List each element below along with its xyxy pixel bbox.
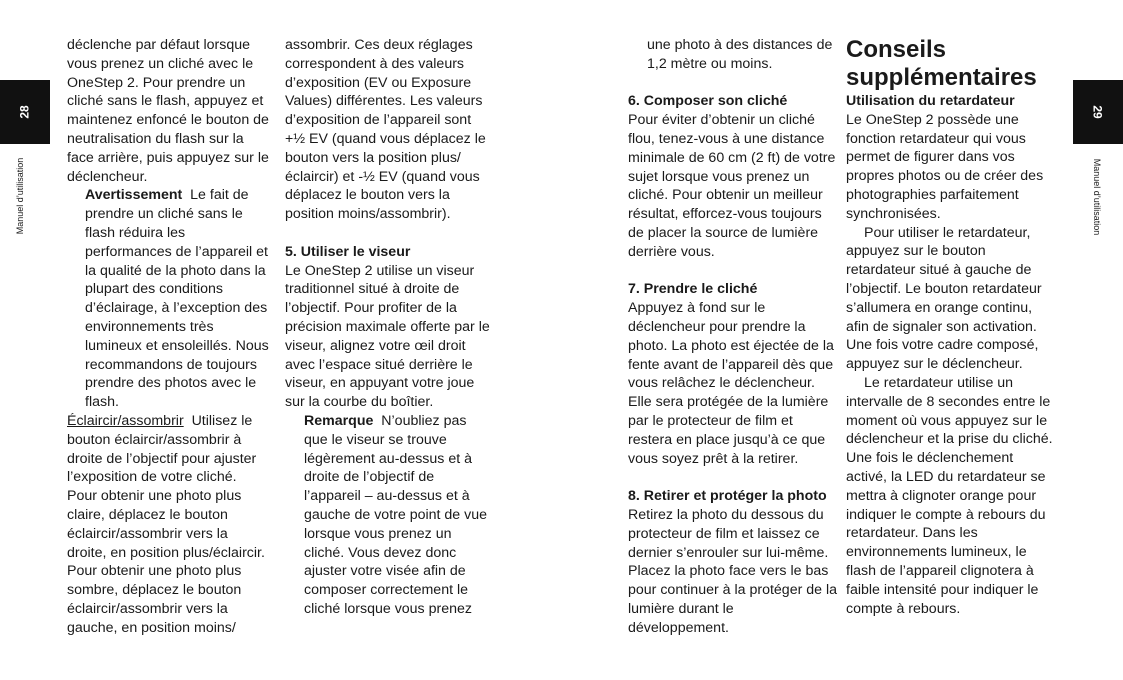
exposure-continuation-text: assombrir. Ces deux réglages correspondent à des valeurs d’exposition (EV ou Exposure Values) différentes. Les valeurs d’exposition de l’appareil sont +½ EV (quand vous déplacez le bouton vers la position plus/éclaircir) et -½ EV (quand vous déplacez le bouton vers la position moins/assombrir). — [285, 37, 486, 223]
take-photo-text: Appuyez à fond sur le déclencheur pour prendre la photo. La photo est éjectée de la fente avant de l’appareil dès que vous relâchez le déclencheur. Elle sera protégée de la lumière par le protecteur de film et restera en place jusqu’à ce que vous soyez prêt à la retirer. — [628, 300, 834, 467]
warning-block — [67, 186, 270, 412]
note-block — [285, 412, 493, 619]
page-number-right: 29 — [1090, 105, 1105, 119]
page-number-tab-right — [1073, 80, 1123, 144]
column-2 — [285, 36, 493, 619]
note-label: Remarque — [304, 412, 374, 429]
viewfinder-text: Le OneStep 2 utilise un viseur traditionnel situé à droite de l’objectif. Pour profiter de la précision maximale offerte par le viseur, alignez votre œil droit avec l’espace situé derrière le viseur, en appuyant votre joue sur la courbe du boîtier. — [285, 262, 490, 411]
heading-take-photo: 7. Prendre le cliché — [628, 281, 758, 298]
column-1 — [67, 36, 270, 638]
lighten-label: Éclaircir/assombrir — [67, 412, 184, 429]
side-label-left-text: Manuel d’utilisation — [15, 157, 25, 235]
lighten-block — [67, 412, 270, 638]
heading-remove-photo: 8. Retirer et protéger la photo — [628, 488, 827, 505]
compose-text: Pour éviter d’obtenir un cliché flou, tenez-vous à une distance minimale de 60 cm (2 ft) de votre sujet lorsque vous prenez un cliché. Pour obtenir un meilleur résultat, efforcez-vous toujours de placer la source de lumière derrière vous. — [628, 112, 836, 260]
self-timer-intro: Le OneStep 2 possède une fonction retardateur qui vous permet de figurer dans vos propres photos ou de créer des photographies parfaitement synchronisées. — [846, 111, 1044, 222]
side-label-right-text: Manuel d’utilisation — [1092, 158, 1102, 236]
self-timer-interval: Le retardateur utilise un intervalle de 8 secondes entre le moment où vous appuyez sur le déclencheur et la prise du cliché. Une fois le déclenchement activé, la LED du retardateur se mettra à clignoter orange pour indiquer le compte à rebours du retardateur. Dans les environnements lumineux, le flash de l’appareil clignotera à faible intensité pour indiquer le compte à rebours. — [846, 374, 1053, 617]
page-number-tab-left — [0, 80, 50, 144]
page-number-left: 28 — [17, 105, 32, 119]
warning-text: Le fait de prendre un cliché sans le flash réduira les performances de l’appareil et la qualité de la photo dans la plupart des conditions d’éclairage, à l’exception des environnements très lumineux et ensoleillés. Nous recommandons de toujours prendre des photos avec le flash. — [85, 187, 269, 411]
lighten-text: Utilisez le bouton éclaircir/assombrir à droite de l’objectif pour ajuster l’exposition de votre cliché. Pour obtenir une photo plus claire, déplacez le bouton éclaircir/assombrir vers la droite, en position plus/éclaircir. Pour obtenir une photo plus sombre, déplacez le bouton éclaircir/assombrir vers la gauche, en position moins/ — [67, 412, 265, 636]
heading-self-timer: Utilisation du retardateur — [846, 93, 1015, 109]
column-4 — [846, 36, 1058, 618]
note-continuation-text: une photo à des distances de 1,2 mètre ou moins. — [647, 37, 833, 72]
heading-viewfinder: 5. Utiliser le viseur — [285, 243, 411, 260]
column-3 — [628, 36, 838, 638]
remove-photo-text: Retirez la photo du dessous du protecteur de film et laissez ce dernier s’enrouler sur lui-même. Placez la photo face vers le bas pour continuer à la protéger de la lumière durant le développement. — [628, 506, 838, 636]
self-timer-usage: Pour utiliser le retardateur, appuyez sur le bouton retardateur situé à gauche de l’objectif. Le bouton retardateur s’allumera en orange continu, afin de signaler son activation. Une fois votre cadre composé, appuyez sur le déclencheur. — [846, 224, 1042, 373]
flash-intro-text: déclenche par défaut lorsque vous prenez un cliché avec le OneStep 2. Pour prendre un cliché sans le flash, appuyez et maintenez enfoncé le bouton de neutralisation du flash sur la face arrière, puis appuyez sur le déclencheur. — [67, 37, 269, 185]
note-text: N’oubliez pas que le viseur se trouve légèrement au-dessus et à droite de l’objectif de l’appareil – au-dessus et à gauche de votre point de vue lorsque vous prenez un cliché. Vous devez donc ajuster votre visée afin de composer correctement le cliché lorsque vous prenez — [304, 412, 487, 617]
heading-compose: 6. Composer son cliché — [628, 93, 788, 110]
warning-label: Avertissement — [85, 187, 183, 204]
section-title: Conseils supplémentaires — [846, 36, 1037, 91]
